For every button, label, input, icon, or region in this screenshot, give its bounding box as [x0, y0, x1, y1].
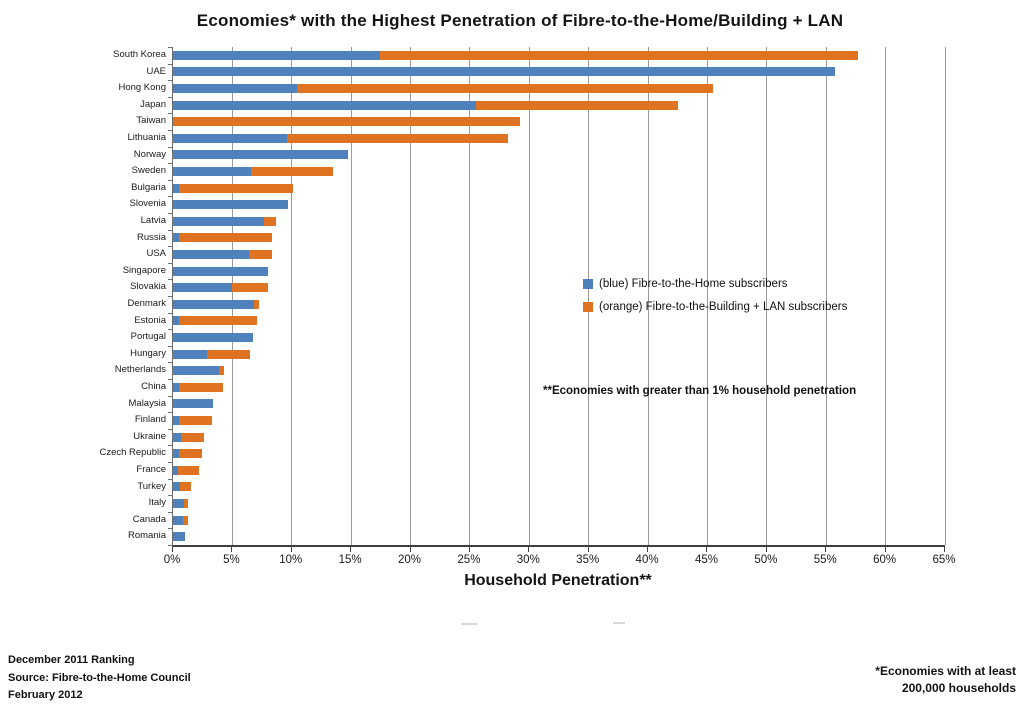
bar-segment-fttb-lan [179, 449, 202, 458]
bar-row [173, 346, 945, 363]
bar-segment-ftth [173, 267, 268, 276]
y-axis-tick [168, 213, 172, 214]
bar-segment-ftth [173, 200, 288, 209]
bar-row [173, 213, 945, 230]
bar-segment-fttb-lan [476, 101, 678, 110]
bar-segment-ftth [173, 300, 254, 309]
bar-segment-fttb-lan [179, 383, 223, 392]
bar-row [173, 229, 945, 246]
bar-segment-ftth [173, 482, 180, 491]
legend-label-fttb: (orange) Fibre-to-the-Building + LAN subscribers [599, 301, 848, 313]
y-axis-tick [168, 396, 172, 397]
x-tick-label: 30% [516, 554, 540, 566]
x-axis-tick [647, 547, 648, 552]
bar-row [173, 528, 945, 545]
y-axis-tick [168, 47, 172, 48]
y-axis-tick [168, 512, 172, 513]
legend-swatch-blue-icon [583, 279, 593, 289]
footer-source-block [8, 652, 191, 705]
footer-note-line-1: *Economies with at least [875, 664, 1016, 678]
category-label: Taiwan [136, 115, 166, 127]
category-label: South Korea [113, 49, 166, 60]
y-axis-tick [168, 296, 172, 297]
x-axis-title: Household Penetration** [464, 572, 652, 589]
x-tick-label: 25% [457, 554, 481, 566]
bar-row [173, 180, 945, 197]
bar-row [173, 130, 945, 147]
x-tick-label: 55% [813, 554, 837, 566]
category-label: Slovenia [129, 198, 166, 210]
bar-segment-fttb-lan [179, 184, 293, 193]
y-axis-tick [168, 528, 172, 529]
category-label: Turkey [137, 480, 166, 492]
y-axis-tick [168, 64, 172, 65]
legend [583, 278, 847, 324]
bar-segment-ftth [173, 217, 264, 226]
category-label: Hungary [130, 347, 166, 359]
x-axis-tick [528, 547, 529, 552]
category-label: Portugal [130, 331, 166, 343]
category-label: Netherlands [114, 364, 166, 376]
bar-segment-ftth [173, 366, 219, 375]
x-tick-label: 0% [163, 554, 181, 566]
category-label: Ukraine [133, 430, 166, 442]
x-tick-label: 15% [338, 554, 362, 566]
category-label: Norway [133, 148, 166, 160]
category-label: Italy [148, 497, 166, 509]
y-axis-tick [168, 246, 172, 247]
y-axis-tick [168, 147, 172, 148]
bar-segment-ftth [173, 532, 185, 541]
y-axis-tick [168, 462, 172, 463]
x-tick-label: 50% [754, 554, 778, 566]
bar-segment-fttb-lan [183, 516, 189, 525]
footer-source-line: Source: Fibre-to-the-Home Council [8, 671, 191, 684]
bar-segment-fttb-lan [173, 117, 520, 126]
y-axis-tick [168, 445, 172, 446]
category-label: Sweden [131, 165, 166, 177]
bar-row [173, 395, 945, 412]
y-axis-tick [168, 545, 172, 546]
x-axis-tick [291, 547, 292, 552]
y-axis-tick [168, 362, 172, 363]
x-axis-tick [766, 547, 767, 552]
y-axis-tick [168, 429, 172, 430]
bar-segment-ftth [173, 134, 287, 143]
legend-label-ftth: (blue) Fibre-to-the-Home subscribers [599, 278, 788, 290]
x-tick-label: 35% [576, 554, 600, 566]
bar-segment-fttb-lan [179, 316, 257, 325]
bar-row [173, 429, 945, 446]
bar-segment-fttb-lan [181, 433, 204, 442]
bar-segment-fttb-lan [287, 134, 508, 143]
bar-row [173, 329, 945, 346]
footer-date-line: February 2012 [8, 689, 83, 701]
x-tick-label: 40% [635, 554, 659, 566]
category-label: Canada [132, 513, 166, 525]
x-tick-label: 5% [223, 554, 240, 566]
footnote-annotation: **Economies with greater than 1% household penetration [543, 385, 857, 397]
bar-row [173, 196, 945, 213]
y-axis-tick [168, 97, 172, 98]
bar-segment-fttb-lan [297, 84, 714, 93]
category-label: Czech Republic [99, 447, 166, 459]
bar-row [173, 478, 945, 495]
bar-segment-ftth [173, 67, 835, 76]
x-axis-tick [706, 547, 707, 552]
x-tick-label: 60% [873, 554, 897, 566]
y-axis-tick [168, 180, 172, 181]
category-label: Malaysia [128, 397, 166, 409]
y-axis-tick [168, 346, 172, 347]
y-axis-tick [168, 279, 172, 280]
bar-segment-ftth [173, 150, 348, 159]
category-label: China [141, 381, 166, 392]
legend-item-ftth [583, 278, 847, 290]
bar-row [173, 163, 945, 180]
bar-segment-fttb-lan [251, 167, 333, 176]
x-axis-tick [172, 547, 173, 552]
category-label: USA [146, 248, 166, 260]
bar-row [173, 97, 945, 114]
category-label: Slovakia [130, 281, 166, 293]
scan-artifact-dash [461, 623, 477, 625]
bar-row [173, 462, 945, 479]
y-axis-tick [168, 379, 172, 380]
scan-artifact-dash [613, 622, 625, 624]
y-axis-tick [168, 196, 172, 197]
bar-segment-ftth [173, 84, 297, 93]
bar-segment-fttb-lan [219, 366, 224, 375]
y-axis-tick [168, 263, 172, 264]
category-label: Singapore [122, 264, 166, 276]
category-label: Romania [127, 530, 166, 542]
category-label: Russia [136, 231, 166, 243]
y-axis-category-labels [0, 47, 166, 545]
bar-segment-fttb-lan [179, 233, 272, 242]
y-axis-tick [168, 80, 172, 81]
footer-ranking-line: December 2011 Ranking [8, 654, 135, 666]
bar-row [173, 146, 945, 163]
category-label: UAE [146, 65, 166, 77]
x-axis-tick [410, 547, 411, 552]
y-axis-tick [168, 313, 172, 314]
x-tick-label: 65% [932, 554, 956, 566]
bar-row [173, 445, 945, 462]
bar-row [173, 113, 945, 130]
bar-row [173, 80, 945, 97]
y-axis-tick [168, 163, 172, 164]
bar-segment-ftth [173, 101, 476, 110]
y-axis-tick [168, 230, 172, 231]
category-label: Lithuania [127, 132, 166, 143]
bar-segment-fttb-lan [184, 499, 189, 508]
y-axis-tick [168, 479, 172, 480]
legend-swatch-orange-icon [583, 302, 593, 312]
y-axis-tick [168, 130, 172, 131]
y-axis-tick [168, 113, 172, 114]
bar-segment-fttb-lan [232, 283, 268, 292]
bar-row [173, 63, 945, 80]
y-axis-tick [168, 412, 172, 413]
bar-segment-ftth [173, 167, 251, 176]
category-label: Latvia [140, 215, 166, 226]
footer-note-line-2: 200,000 households [901, 681, 1016, 695]
category-label: Estonia [134, 314, 166, 326]
bar-segment-ftth [173, 283, 232, 292]
category-label: Japan [140, 98, 166, 110]
chart-title: Economies* with the Highest Penetration of Fibre-to-the-Home/Building + LAN [196, 11, 844, 30]
bar-row [173, 512, 945, 529]
category-label: Hong Kong [118, 82, 166, 94]
bar-segment-ftth [173, 399, 213, 408]
bar-segment-ftth [173, 51, 380, 60]
category-label: Bulgaria [131, 181, 166, 193]
bar-row [173, 47, 945, 64]
x-tick-label: 45% [694, 554, 718, 566]
x-axis-tick [231, 547, 232, 552]
bar-segment-fttb-lan [178, 466, 199, 475]
category-label: Denmark [127, 298, 166, 309]
x-axis-tick [469, 547, 470, 552]
bar-segment-ftth [173, 516, 183, 525]
bar-segment-ftth [173, 333, 253, 342]
x-axis-tick [588, 547, 589, 552]
bar-row [173, 495, 945, 512]
y-axis-tick [168, 495, 172, 496]
bar-segment-fttb-lan [380, 51, 859, 60]
bar-segment-fttb-lan [207, 350, 250, 359]
bar-row [173, 362, 945, 379]
y-axis-tick [168, 329, 172, 330]
x-axis-tick [350, 547, 351, 552]
footer-note-block [875, 663, 1016, 697]
x-axis-tick [885, 547, 886, 552]
x-tick-label: 20% [398, 554, 422, 566]
x-axis-tick [825, 547, 826, 552]
bar-segment-fttb-lan [254, 300, 259, 309]
bar-row [173, 246, 945, 263]
x-axis-tick [944, 547, 945, 552]
bar-segment-ftth [173, 350, 207, 359]
bar-segment-ftth [173, 433, 181, 442]
x-tick-label: 10% [279, 554, 303, 566]
category-label: France [136, 464, 166, 475]
bar-segment-fttb-lan [249, 250, 272, 259]
bar-segment-ftth [173, 250, 249, 259]
legend-item-fttb [583, 301, 847, 313]
bar-segment-ftth [173, 499, 184, 508]
category-label: Finland [134, 414, 166, 426]
bar-segment-fttb-lan [179, 416, 212, 425]
bar-segment-fttb-lan [264, 217, 276, 226]
bar-row [173, 412, 945, 429]
bar-segment-fttb-lan [180, 482, 191, 491]
